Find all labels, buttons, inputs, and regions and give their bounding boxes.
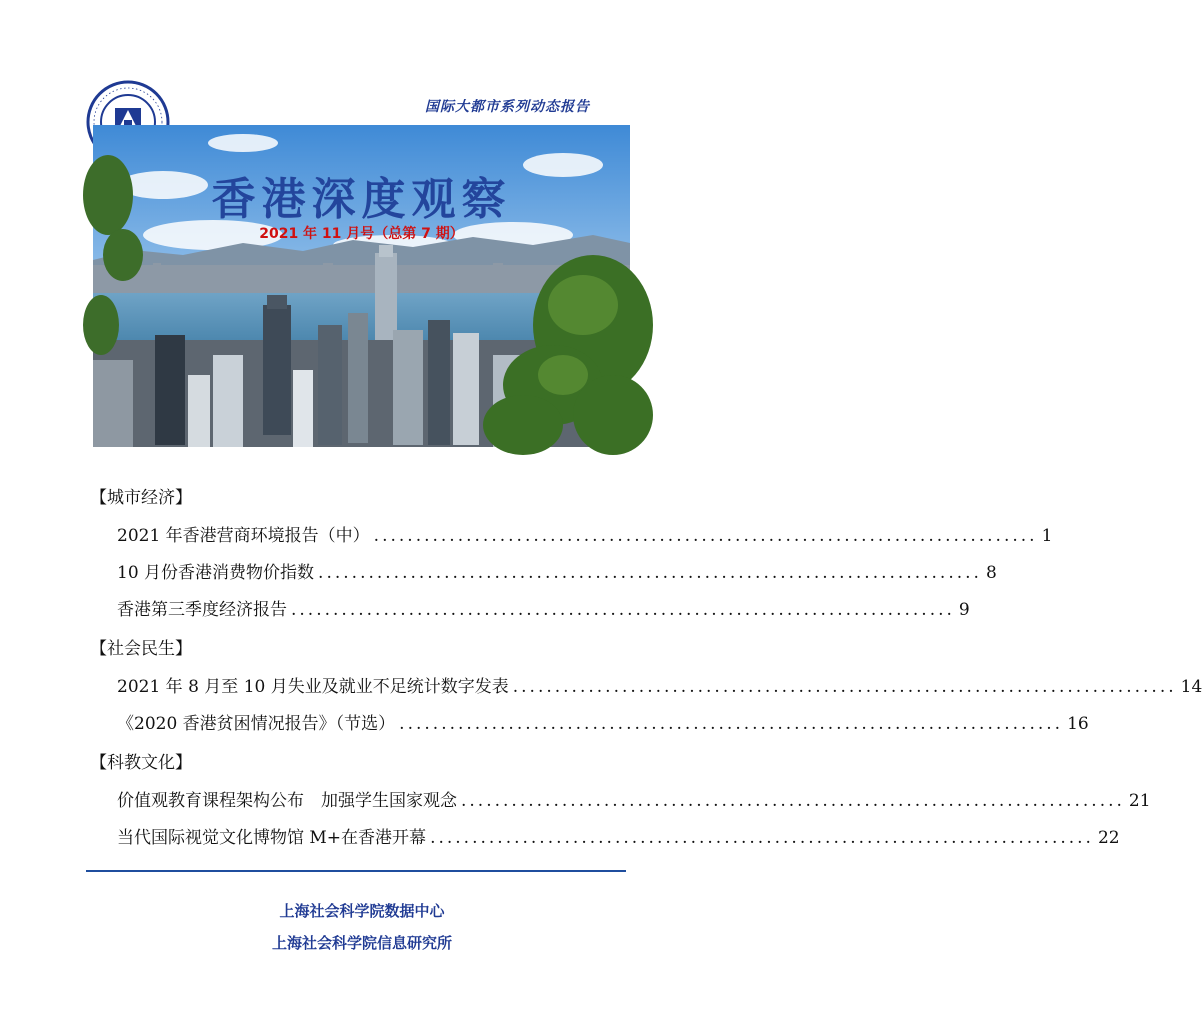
org-info-institute: 上海社会科学院信息研究所 xyxy=(271,934,452,952)
entry-page: 22 xyxy=(1097,828,1120,848)
dot-leader: ............................................................................... xyxy=(399,714,1064,734)
dot-leader: ............................................................................... xyxy=(512,677,1177,697)
dot-leader: ............................................................................... xyxy=(430,828,1094,848)
section-title: 【城市经济】 xyxy=(90,488,192,508)
entry-page: 21 xyxy=(1128,791,1151,811)
entry-page: 9 xyxy=(958,600,970,620)
toc-entry[interactable] xyxy=(117,820,1120,857)
section-title: 【科教文化】 xyxy=(90,753,192,773)
entry-title: 《2020 香港贫困情况报告》（节选） xyxy=(117,714,396,734)
org-data-center: 上海社会科学院数据中心 xyxy=(279,902,445,920)
entry-page: 1 xyxy=(1041,526,1053,546)
entry-title: 2021 年香港营商环境报告（中） xyxy=(117,526,370,546)
toc-entry[interactable] xyxy=(117,706,1089,743)
entry-page: 8 xyxy=(985,563,997,583)
entry-page: 14 xyxy=(1180,677,1202,697)
entry-title: 价值观教育课程架构公布 加强学生国家观念 xyxy=(117,791,457,811)
dot-leader: ............................................................................... xyxy=(461,791,1125,811)
series-title: 国际大都市系列动态报告 xyxy=(425,99,590,115)
entry-page: 16 xyxy=(1067,714,1089,734)
toc-entry[interactable] xyxy=(117,783,1151,820)
dot-leader: ............................................................................... xyxy=(291,600,955,620)
divider-rule xyxy=(86,870,626,872)
entry-title: 当代国际视觉文化博物馆 M+在香港开幕 xyxy=(117,828,427,848)
dot-leader: ............................................................................... xyxy=(318,563,982,583)
toc-entry[interactable] xyxy=(117,555,997,592)
entry-title: 2021 年 8 月至 10 月失业及就业不足统计数字发表 xyxy=(117,677,509,697)
entry-title: 香港第三季度经济报告 xyxy=(117,600,287,620)
toc-entry[interactable] xyxy=(117,669,1202,706)
cover-image xyxy=(93,125,630,447)
section-title: 【社会民生】 xyxy=(90,639,192,659)
table-of-contents xyxy=(90,478,1202,857)
toc-entry[interactable] xyxy=(117,518,1053,555)
cover-title: 香港深度观察 xyxy=(211,174,512,225)
entry-title: 10 月份香港消费物价指数 xyxy=(117,563,315,583)
issue-label: 2021 年 11 月号（总第 7 期） xyxy=(259,226,464,242)
dot-leader: ............................................................................... xyxy=(373,526,1038,546)
toc-entry[interactable] xyxy=(117,592,970,629)
